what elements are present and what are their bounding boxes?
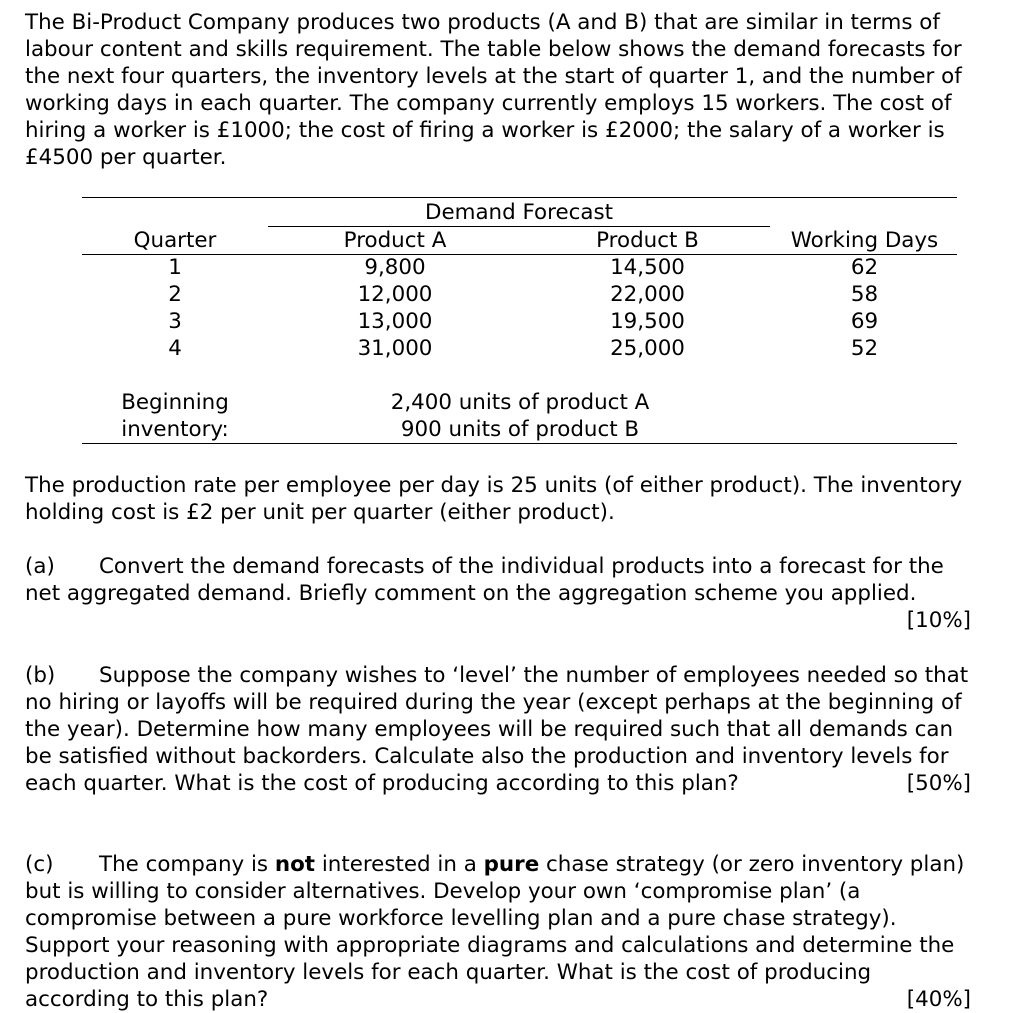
question-c-line: (c) The company is not interested in a pure chase strategy (or zero inventory plan) xyxy=(25,852,965,877)
question-b-line: (b) Suppose the company wishes to ‘level’ the number of employees needed so that xyxy=(25,663,969,688)
beginning-inventory-value: 2,400 units of product A xyxy=(390,390,650,415)
question-b-line: be satisfied without backorders. Calculate also the production and inventory levels for xyxy=(25,744,949,769)
question-c-line: Support your reasoning with appropriate diagrams and calculations and determine the xyxy=(25,933,955,958)
emphasis-pure: pure xyxy=(483,852,540,877)
question-c-line: according to this plan? xyxy=(25,987,269,1012)
question-c-line: compromise between a pure workforce levelling plan and a pure chase strategy). xyxy=(25,906,897,931)
question-a-line: net aggregated demand. Briefly comment on the aggregation scheme you applied. xyxy=(25,581,917,606)
question-c-line: production and inventory levels for each quarter. What is the cost of producing xyxy=(25,960,872,985)
intro-line: £4500 per quarter. xyxy=(25,145,227,170)
cell-working-days: 52 xyxy=(850,336,879,361)
intro-line: labour content and skills requirement. The table below shows the demand forecasts for xyxy=(25,37,962,62)
question-c-marks: [40%] xyxy=(906,987,971,1012)
question-b-label: (b) xyxy=(25,663,56,688)
cell-product-a: 12,000 xyxy=(357,282,433,307)
intro-line: working days in each quarter. The company currently employs 15 workers. The cost of xyxy=(25,91,952,116)
cell-product-b: 19,500 xyxy=(610,309,685,334)
cell-working-days: 58 xyxy=(850,282,879,307)
header-working-days: Working Days xyxy=(790,228,939,253)
header-product-b: Product B xyxy=(596,228,699,253)
question-a-line: (a) Convert the demand forecasts of the individual products into a forecast for the xyxy=(25,554,944,579)
cell-product-a: 31,000 xyxy=(357,336,433,361)
beginning-inventory-label: inventory: xyxy=(121,417,229,442)
question-b-marks: [50%] xyxy=(906,771,971,796)
question-a-marks: [10%] xyxy=(906,608,971,633)
intro-line: hiring a worker is £1000; the cost of firing a worker is £2000; the salary of a worker is xyxy=(25,118,945,143)
question-b-line: the year). Determine how many employees will be required such that all demands can xyxy=(25,717,954,742)
emphasis-not: not xyxy=(274,852,316,877)
cell-working-days: 62 xyxy=(850,255,879,280)
cell-product-b: 14,500 xyxy=(610,255,685,280)
question-b-line: each quarter. What is the cost of producing according to this plan? xyxy=(25,771,739,796)
cell-quarter: 3 xyxy=(168,309,182,334)
cell-product-a: 9,800 xyxy=(364,255,426,280)
cell-product-b: 22,000 xyxy=(610,282,685,307)
cell-product-a: 13,000 xyxy=(357,309,433,334)
production-note-line: holding cost is £2 per unit per quarter (either product). xyxy=(25,500,615,525)
question-a-label: (a) xyxy=(25,554,55,579)
table-bottom-rule xyxy=(82,443,957,444)
cell-quarter: 4 xyxy=(168,336,182,361)
cell-product-b: 25,000 xyxy=(610,336,685,361)
question-c-label: (c) xyxy=(25,852,54,877)
beginning-inventory-label: Beginning xyxy=(121,390,229,415)
intro-line: the next four quarters, the inventory levels at the start of quarter 1, and the number of xyxy=(25,64,962,89)
group-header-demand-forecast: Demand Forecast xyxy=(424,200,614,225)
header-quarter: Quarter xyxy=(133,228,217,253)
question-c-line: but is willing to consider alternatives. Develop your own ‘compromise plan’ (a xyxy=(25,879,861,904)
beginning-inventory-value: 900 units of product B xyxy=(400,417,640,442)
header-product-a: Product A xyxy=(343,228,447,253)
cell-working-days: 69 xyxy=(850,309,879,334)
production-note-line: The production rate per employee per day is 25 units (of either product). The inventory xyxy=(25,473,963,498)
table-top-rule xyxy=(82,197,957,198)
question-b-line: no hiring or layoffs will be required during the year (except perhaps at the beginning of xyxy=(25,690,962,715)
intro-line: The Bi-Product Company produces two products (A and B) that are similar in terms of xyxy=(25,10,940,35)
cell-quarter: 1 xyxy=(168,255,182,280)
cell-quarter: 2 xyxy=(168,282,182,307)
